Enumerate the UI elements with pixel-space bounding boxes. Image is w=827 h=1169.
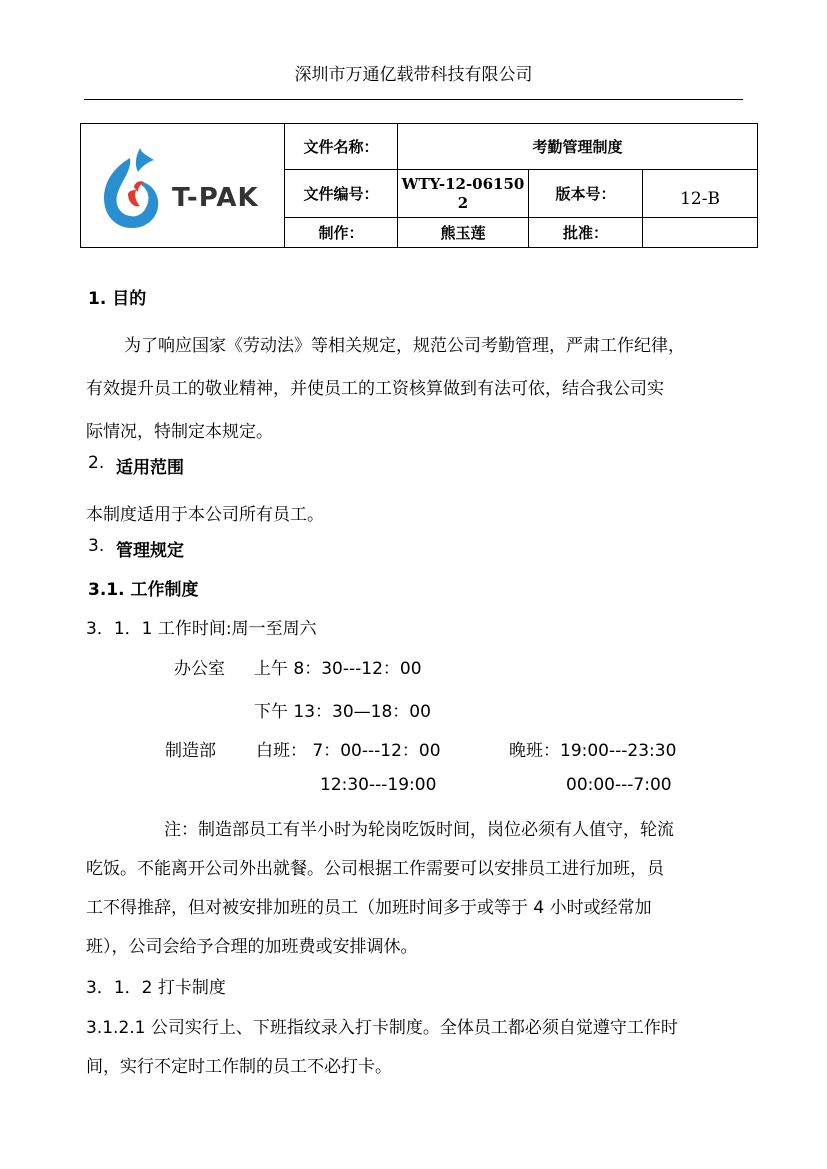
section-1-line-2: 有效提升员工的敬业精神，并使员工的工资核算做到有法可依，结合我公司实: [86, 379, 664, 399]
file-no-value: [398, 170, 529, 218]
section-2-heading-number: 2.: [88, 453, 105, 473]
file-name-label: 文件名称：: [285, 124, 398, 170]
note-line-4: 班），公司会给予合理的加班费或安排调休。: [86, 937, 418, 957]
day-shift-hours: 白班： 7：00---12：00: [256, 741, 441, 761]
office-label: 办公室: [174, 659, 225, 679]
night-shift-hours: 晚班：19:00---23:30: [509, 741, 677, 761]
logo-brand-text: T-PAK: [171, 182, 259, 213]
manufacturing-label: 制造部: [165, 741, 216, 761]
author-value: 熊玉莲: [398, 218, 529, 248]
section-1-line-1: 为了响应国家《劳动法》等相关规定，规范公司考勤管理，严肃工作纪律，: [124, 336, 685, 356]
version-value: 12-B: [643, 170, 758, 218]
author-label: 制作：: [285, 218, 398, 248]
note-line-1: 注：制造部员工有半小时为轮岗吃饭时间，岗位必须有人值守，轮流: [164, 820, 674, 840]
section-2-body: 本制度适用于本公司所有员工。: [86, 505, 324, 525]
section-3-heading: 管理规定: [116, 541, 184, 561]
office-morning-hours: 上午 8：30---12：00: [254, 659, 422, 679]
version-label: 版本号：: [529, 170, 643, 218]
file-name-text: 考勤管理制度: [532, 138, 623, 156]
day-shift-hours-2: 12:30---19:00: [320, 775, 437, 795]
section-3-heading-number: 3.: [88, 536, 105, 556]
section-2-heading: 适用范围: [116, 458, 184, 478]
item-3-1-2-1-line-2: 间，实行不定时工作制的员工不必打卡。: [86, 1057, 392, 1077]
section-3-1-heading: 3.1. 工作制度: [88, 580, 199, 600]
section-1-line-3: 际情况，特制定本规定。: [86, 422, 273, 442]
file-name-value: [398, 124, 758, 170]
t-pak-logo-icon: [88, 136, 278, 236]
item-3-1-2-1-line-1: 3.1.2.1 公司实行上、下班指纹录入打卡制度。全体员工都必须自觉遵守工作时: [86, 1018, 678, 1038]
note-line-2: 吃饭。不能离开公司外出就餐。公司根据工作需要可以安排员工进行加班，员: [86, 859, 664, 879]
company-name: 深圳市万通亿载带科技有限公司: [294, 65, 533, 85]
night-shift-hours-2: 00:00---7:00: [566, 775, 672, 795]
file-no-line1: WTY-12-06150: [401, 174, 525, 193]
section-1-heading: 1. 目的: [88, 289, 147, 309]
note-line-3: 工不得推辞，但对被安排加班的员工（加班时间多于或等于 4 小时或经常加: [86, 898, 652, 918]
item-3-1-1: 3．1．1 工作时间:周一至周六: [86, 619, 317, 639]
header-rule: [84, 99, 743, 100]
logo-cell: [81, 124, 285, 248]
item-3-1-2: 3．1．2 打卡制度: [86, 978, 226, 998]
file-no-line2: 2: [457, 193, 469, 212]
approve-label: 批准：: [529, 218, 643, 248]
approve-value: [643, 218, 758, 248]
office-afternoon-hours: 下午 13：30—18：00: [254, 702, 431, 722]
file-no-label: 文件编号：: [285, 170, 398, 218]
document-info-table: [80, 123, 758, 248]
